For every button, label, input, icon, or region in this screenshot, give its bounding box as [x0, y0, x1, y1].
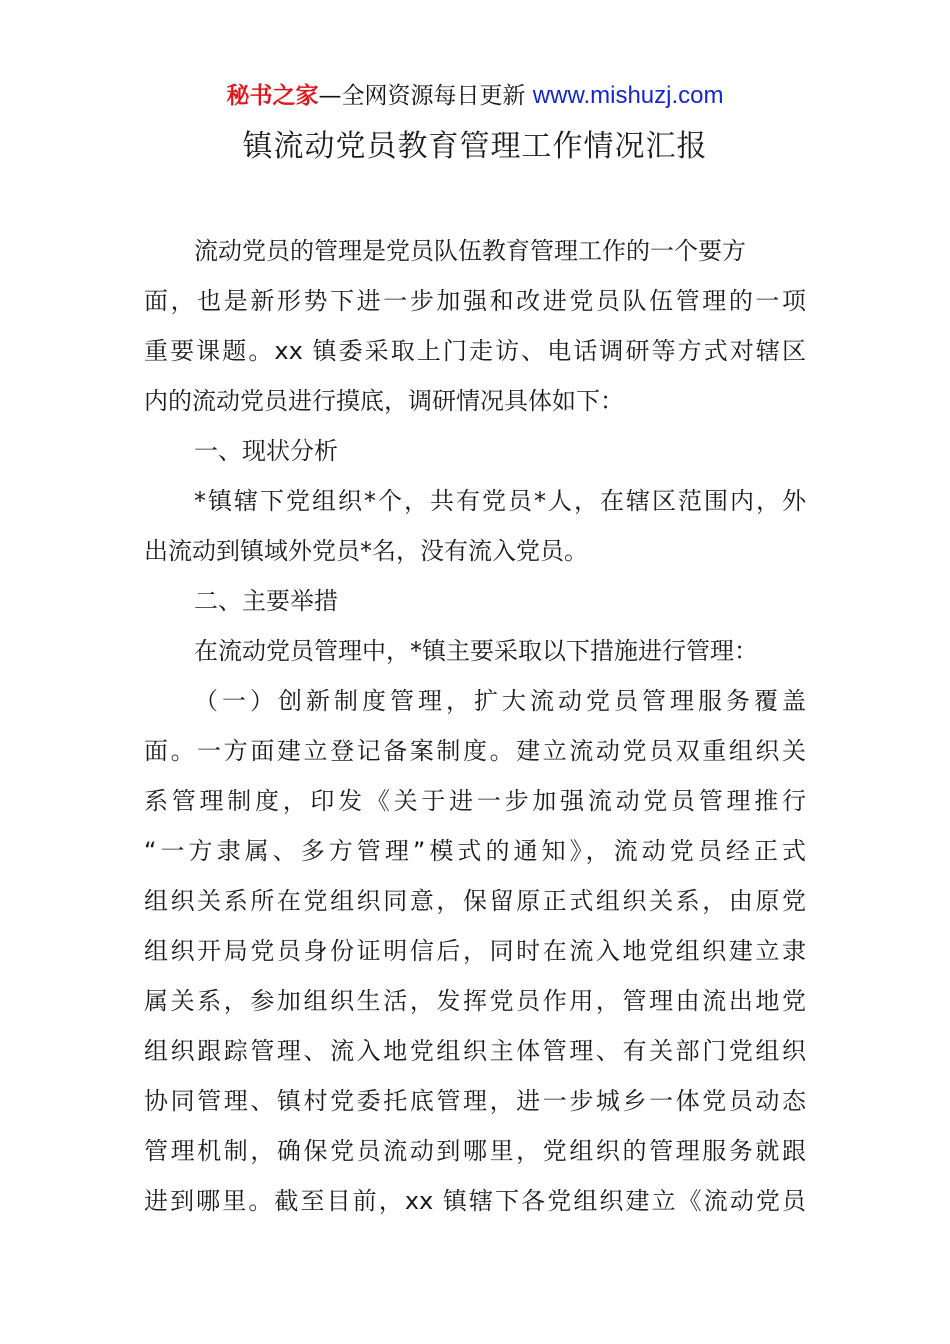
paragraph-line: *镇辖下党组织*个，共有党员*人，在辖区范围内，外: [194, 487, 806, 515]
site-url-link[interactable]: www.mishuzj.com: [532, 82, 724, 109]
paragraph-line: 组织跟踪管理、流入地党组织主体管理、有关部门党组织: [144, 1037, 806, 1065]
document-title: 镇流动党员教育管理工作情况汇报: [242, 129, 708, 164]
paragraph-line: 系管理制度，印发《关于进一步加强流动党员管理推行: [144, 787, 806, 815]
header-tagline: —全网资源每日更新: [318, 83, 533, 109]
paragraph-line: 进到哪里。截至目前，xx 镇辖下各党组织建立《流动党员: [144, 1187, 806, 1215]
paragraph-line: 面，也是新形势下进一步加强和改进党员队伍管理的一项: [144, 287, 806, 315]
paragraph-line: 属关系，参加组织生活，发挥党员作用，管理由流出地党: [144, 987, 806, 1015]
paragraph-line: 出流动到镇域外党员*名，没有流入党员。: [144, 537, 588, 565]
section-heading: 二、主要举措: [194, 587, 338, 615]
paragraph-line: 内的流动党员进行摸底，调研情况具体如下：: [144, 387, 624, 415]
paragraph-line: 流动党员的管理是党员队伍教育管理工作的一个要方: [194, 237, 746, 265]
paragraph-line: 组织开局党员身份证明信后，同时在流入地党组织建立隶: [144, 937, 806, 965]
section-heading: 一、现状分析: [194, 437, 338, 465]
paragraph-line: 面。一方面建立登记备案制度。建立流动党员双重组织关: [144, 737, 806, 765]
paragraph-line: “一方隶属、多方管理”模式的通知》，流动党员经正式: [144, 837, 806, 865]
brand-name: 秘书之家: [226, 83, 319, 109]
document-body: [144, 226, 806, 1226]
paragraph-line: 重要课题。xx 镇委采取上门走访、电话调研等方式对辖区: [144, 337, 806, 365]
subsection-heading: （一）创新制度管理，扩大流动党员管理服务覆盖: [194, 687, 806, 715]
paragraph-line: 协同管理、镇村党委托底管理，进一步城乡一体党员动态: [144, 1087, 806, 1115]
paragraph-line: 组织关系所在党组织同意，保留原正式组织关系，由原党: [144, 887, 806, 915]
site-header: [0, 78, 950, 114]
paragraph-line: 在流动党员管理中，*镇主要采取以下措施进行管理：: [194, 637, 758, 665]
paragraph-line: 管理机制，确保党员流动到哪里，党组织的管理服务就跟: [144, 1137, 806, 1165]
